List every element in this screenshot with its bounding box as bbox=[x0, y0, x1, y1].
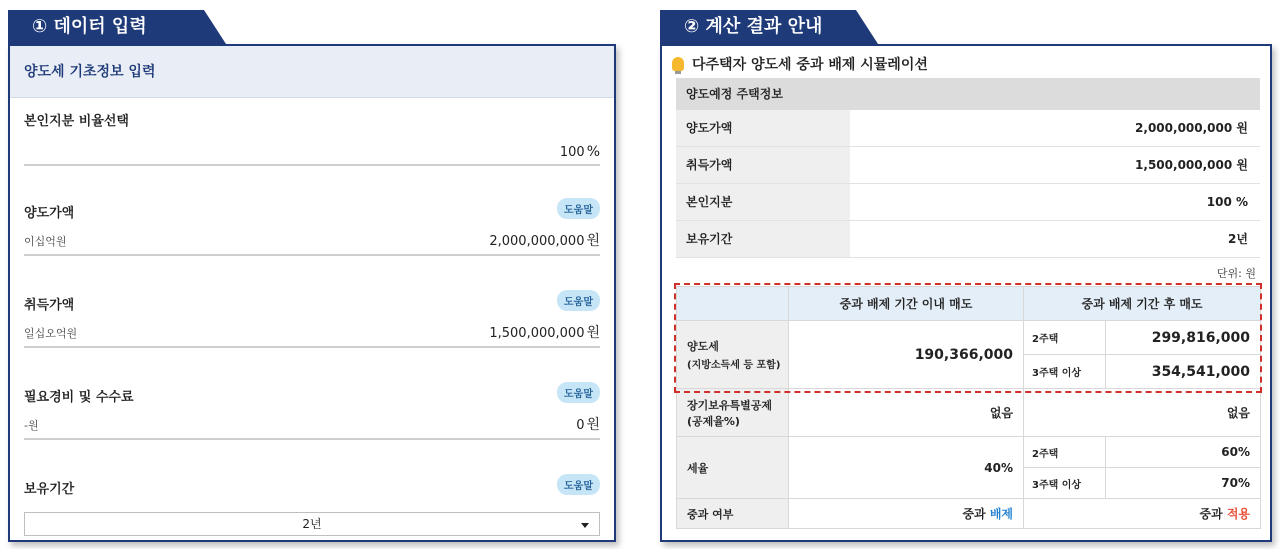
help-button-acquisition[interactable]: 도움말 bbox=[557, 290, 600, 311]
won-unit: 원 bbox=[586, 325, 600, 341]
col-within-header: 중과 배제 기간 이내 매도 bbox=[789, 287, 1024, 321]
info-value: 100 % bbox=[1206, 195, 1248, 209]
info-value: 1,500,000,000 원 bbox=[1135, 158, 1248, 172]
heavy-within-status: 배제 bbox=[989, 507, 1013, 521]
heavy-label: 중과 여부 bbox=[677, 499, 789, 529]
tab-data-input: ① 데이터 입력 bbox=[8, 10, 204, 44]
sale-price-hint: 이십억원 bbox=[24, 235, 67, 248]
heavy-within-cell bbox=[789, 499, 1024, 529]
ltd-label-main: 장기보유특별공제 bbox=[687, 398, 773, 412]
help-button-expenses[interactable]: 도움말 bbox=[557, 382, 600, 403]
ltd-after-value: 없음 bbox=[1024, 389, 1261, 437]
house-info-header: 양도예정 주택정보 bbox=[676, 78, 1260, 110]
result-table bbox=[676, 286, 1261, 529]
holding-period-select[interactable] bbox=[24, 512, 600, 536]
table-row bbox=[676, 110, 1260, 147]
ltd-label-sub: (공제율%) bbox=[687, 414, 740, 428]
tax-label bbox=[677, 321, 789, 389]
info-label: 보유기간 bbox=[676, 221, 850, 257]
won-unit: 원 bbox=[586, 417, 600, 433]
tax-after-2-value: 299,816,000 bbox=[1106, 321, 1261, 355]
expenses-label: 필요경비 및 수수료 bbox=[24, 390, 134, 405]
data-input-panel bbox=[8, 44, 616, 542]
three-house-label: 3주택 이상 bbox=[1024, 355, 1106, 389]
percent-unit: % bbox=[586, 144, 600, 160]
chevron-down-icon bbox=[581, 523, 589, 528]
heavy-word: 중과 bbox=[962, 507, 986, 521]
holding-period-selected: 2년 bbox=[302, 517, 322, 531]
expenses-hint: -원 bbox=[24, 419, 39, 432]
heavy-after-cell bbox=[1024, 499, 1261, 529]
table-row bbox=[677, 389, 1261, 437]
two-house-label: 2주택 bbox=[1024, 321, 1106, 355]
ownership-field[interactable] bbox=[24, 144, 600, 166]
expenses-value: 0 bbox=[576, 418, 585, 433]
ownership-label: 본인지분 비율선택 bbox=[24, 114, 129, 129]
rate-within-value: 40% bbox=[789, 437, 1024, 499]
info-label: 본인지분 bbox=[676, 184, 850, 220]
ownership-value: 100 bbox=[559, 145, 585, 160]
unit-note: 단위: 원 bbox=[1216, 267, 1256, 280]
tax-label-sub: (지방소득세 등 포함) bbox=[687, 360, 781, 371]
tax-label-main: 양도세 bbox=[687, 340, 719, 353]
info-label: 취득가액 bbox=[676, 147, 850, 183]
help-button-sale[interactable]: 도움말 bbox=[557, 198, 600, 219]
table-row bbox=[677, 321, 1261, 355]
sale-price-field[interactable] bbox=[24, 234, 600, 256]
info-value: 2,000,000,000 원 bbox=[1135, 121, 1248, 135]
table-row bbox=[677, 287, 1261, 321]
simulation-title bbox=[672, 54, 928, 74]
table-row bbox=[676, 184, 1260, 221]
info-value: 2년 bbox=[1228, 232, 1248, 246]
table-row bbox=[677, 499, 1261, 529]
won-unit: 원 bbox=[586, 233, 600, 249]
holding-period-label: 보유기간 bbox=[24, 482, 75, 497]
lightbulb-icon bbox=[672, 57, 684, 71]
acquisition-price-field[interactable] bbox=[24, 326, 600, 348]
corner-cell bbox=[677, 287, 789, 321]
ltd-within-value: 없음 bbox=[789, 389, 1024, 437]
acquisition-price-value: 1,500,000,000 bbox=[489, 326, 585, 341]
expenses-field[interactable] bbox=[24, 418, 600, 440]
help-button-period[interactable]: 도움말 bbox=[557, 474, 600, 495]
result-panel bbox=[660, 44, 1272, 542]
tax-within-value: 190,366,000 bbox=[789, 321, 1024, 389]
tax-after-3-value: 354,541,000 bbox=[1106, 355, 1261, 389]
simulation-title-text: 다주택자 양도세 중과 배제 시뮬레이션 bbox=[692, 57, 928, 73]
table-row bbox=[676, 221, 1260, 258]
tab-calc-result: ② 계산 결과 안내 bbox=[660, 10, 856, 44]
sale-price-value: 2,000,000,000 bbox=[489, 234, 585, 249]
acquisition-price-label: 취득가액 bbox=[24, 298, 75, 313]
house-info-table bbox=[676, 78, 1260, 258]
info-label: 양도가액 bbox=[676, 110, 850, 146]
ltd-label bbox=[677, 389, 789, 437]
heavy-word: 중과 bbox=[1199, 507, 1223, 521]
rate-after-2-value: 60% bbox=[1106, 437, 1261, 468]
rate-after-3-value: 70% bbox=[1106, 468, 1261, 499]
acquisition-price-hint: 일십오억원 bbox=[24, 327, 78, 340]
table-row bbox=[677, 437, 1261, 468]
sale-price-label: 양도가액 bbox=[24, 206, 75, 221]
panel-header: 양도세 기초정보 입력 bbox=[10, 46, 614, 98]
table-row bbox=[676, 147, 1260, 184]
rate-label: 세율 bbox=[677, 437, 789, 499]
two-house-label: 2주택 bbox=[1024, 437, 1106, 468]
heavy-after-status: 적용 bbox=[1226, 507, 1251, 521]
col-after-header: 중과 배제 기간 후 매도 bbox=[1024, 287, 1261, 321]
three-house-label: 3주택 이상 bbox=[1024, 468, 1106, 499]
